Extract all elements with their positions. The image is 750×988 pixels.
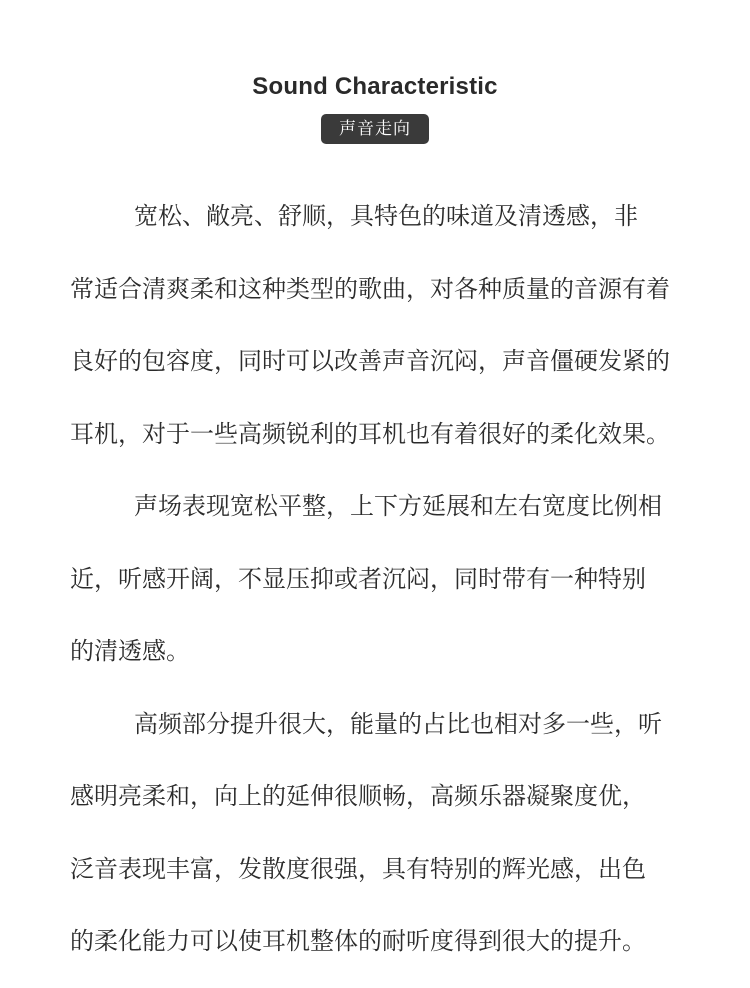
paragraph-line: 的清透感。 — [70, 637, 190, 665]
section-badge: 声音走向 — [321, 114, 429, 144]
paragraph-line: 良好的包容度，同时可以改善声音沉闷，声音僵硬发紧的 — [70, 347, 670, 375]
paragraph-line: 近，听感开阔，不显压抑或者沉闷，同时带有一种特别 — [70, 564, 646, 593]
paragraph-line: 声场表现宽松平整，上下方延展和左右宽度比例相 — [134, 492, 662, 520]
paragraph-line: 高频部分提升很大，能量的占比也相对多一些，听 — [134, 709, 662, 738]
paragraph-line: 的柔化能力可以使耳机整体的耐听度得到很大的提升。 — [70, 927, 646, 955]
article-body — [70, 190, 700, 988]
paragraph-line: 宽松、敞亮、舒顺，具特色的味道及清透感，非 — [134, 202, 638, 230]
paragraph-line: 耳机，对于一些高频锐利的耳机也有着很好的柔化效果。 — [70, 419, 670, 448]
paragraph-line: 常适合清爽柔和这种类型的歌曲，对各种质量的音源有着 — [70, 274, 670, 303]
paragraph-line: 感明亮柔和，向上的延伸很顺畅，高频乐器凝聚度优， — [70, 782, 646, 810]
page-title: Sound Characteristic — [252, 73, 498, 100]
paragraph-line: 泛音表现丰富，发散度很强，具有特别的辉光感，出色 — [70, 854, 646, 883]
